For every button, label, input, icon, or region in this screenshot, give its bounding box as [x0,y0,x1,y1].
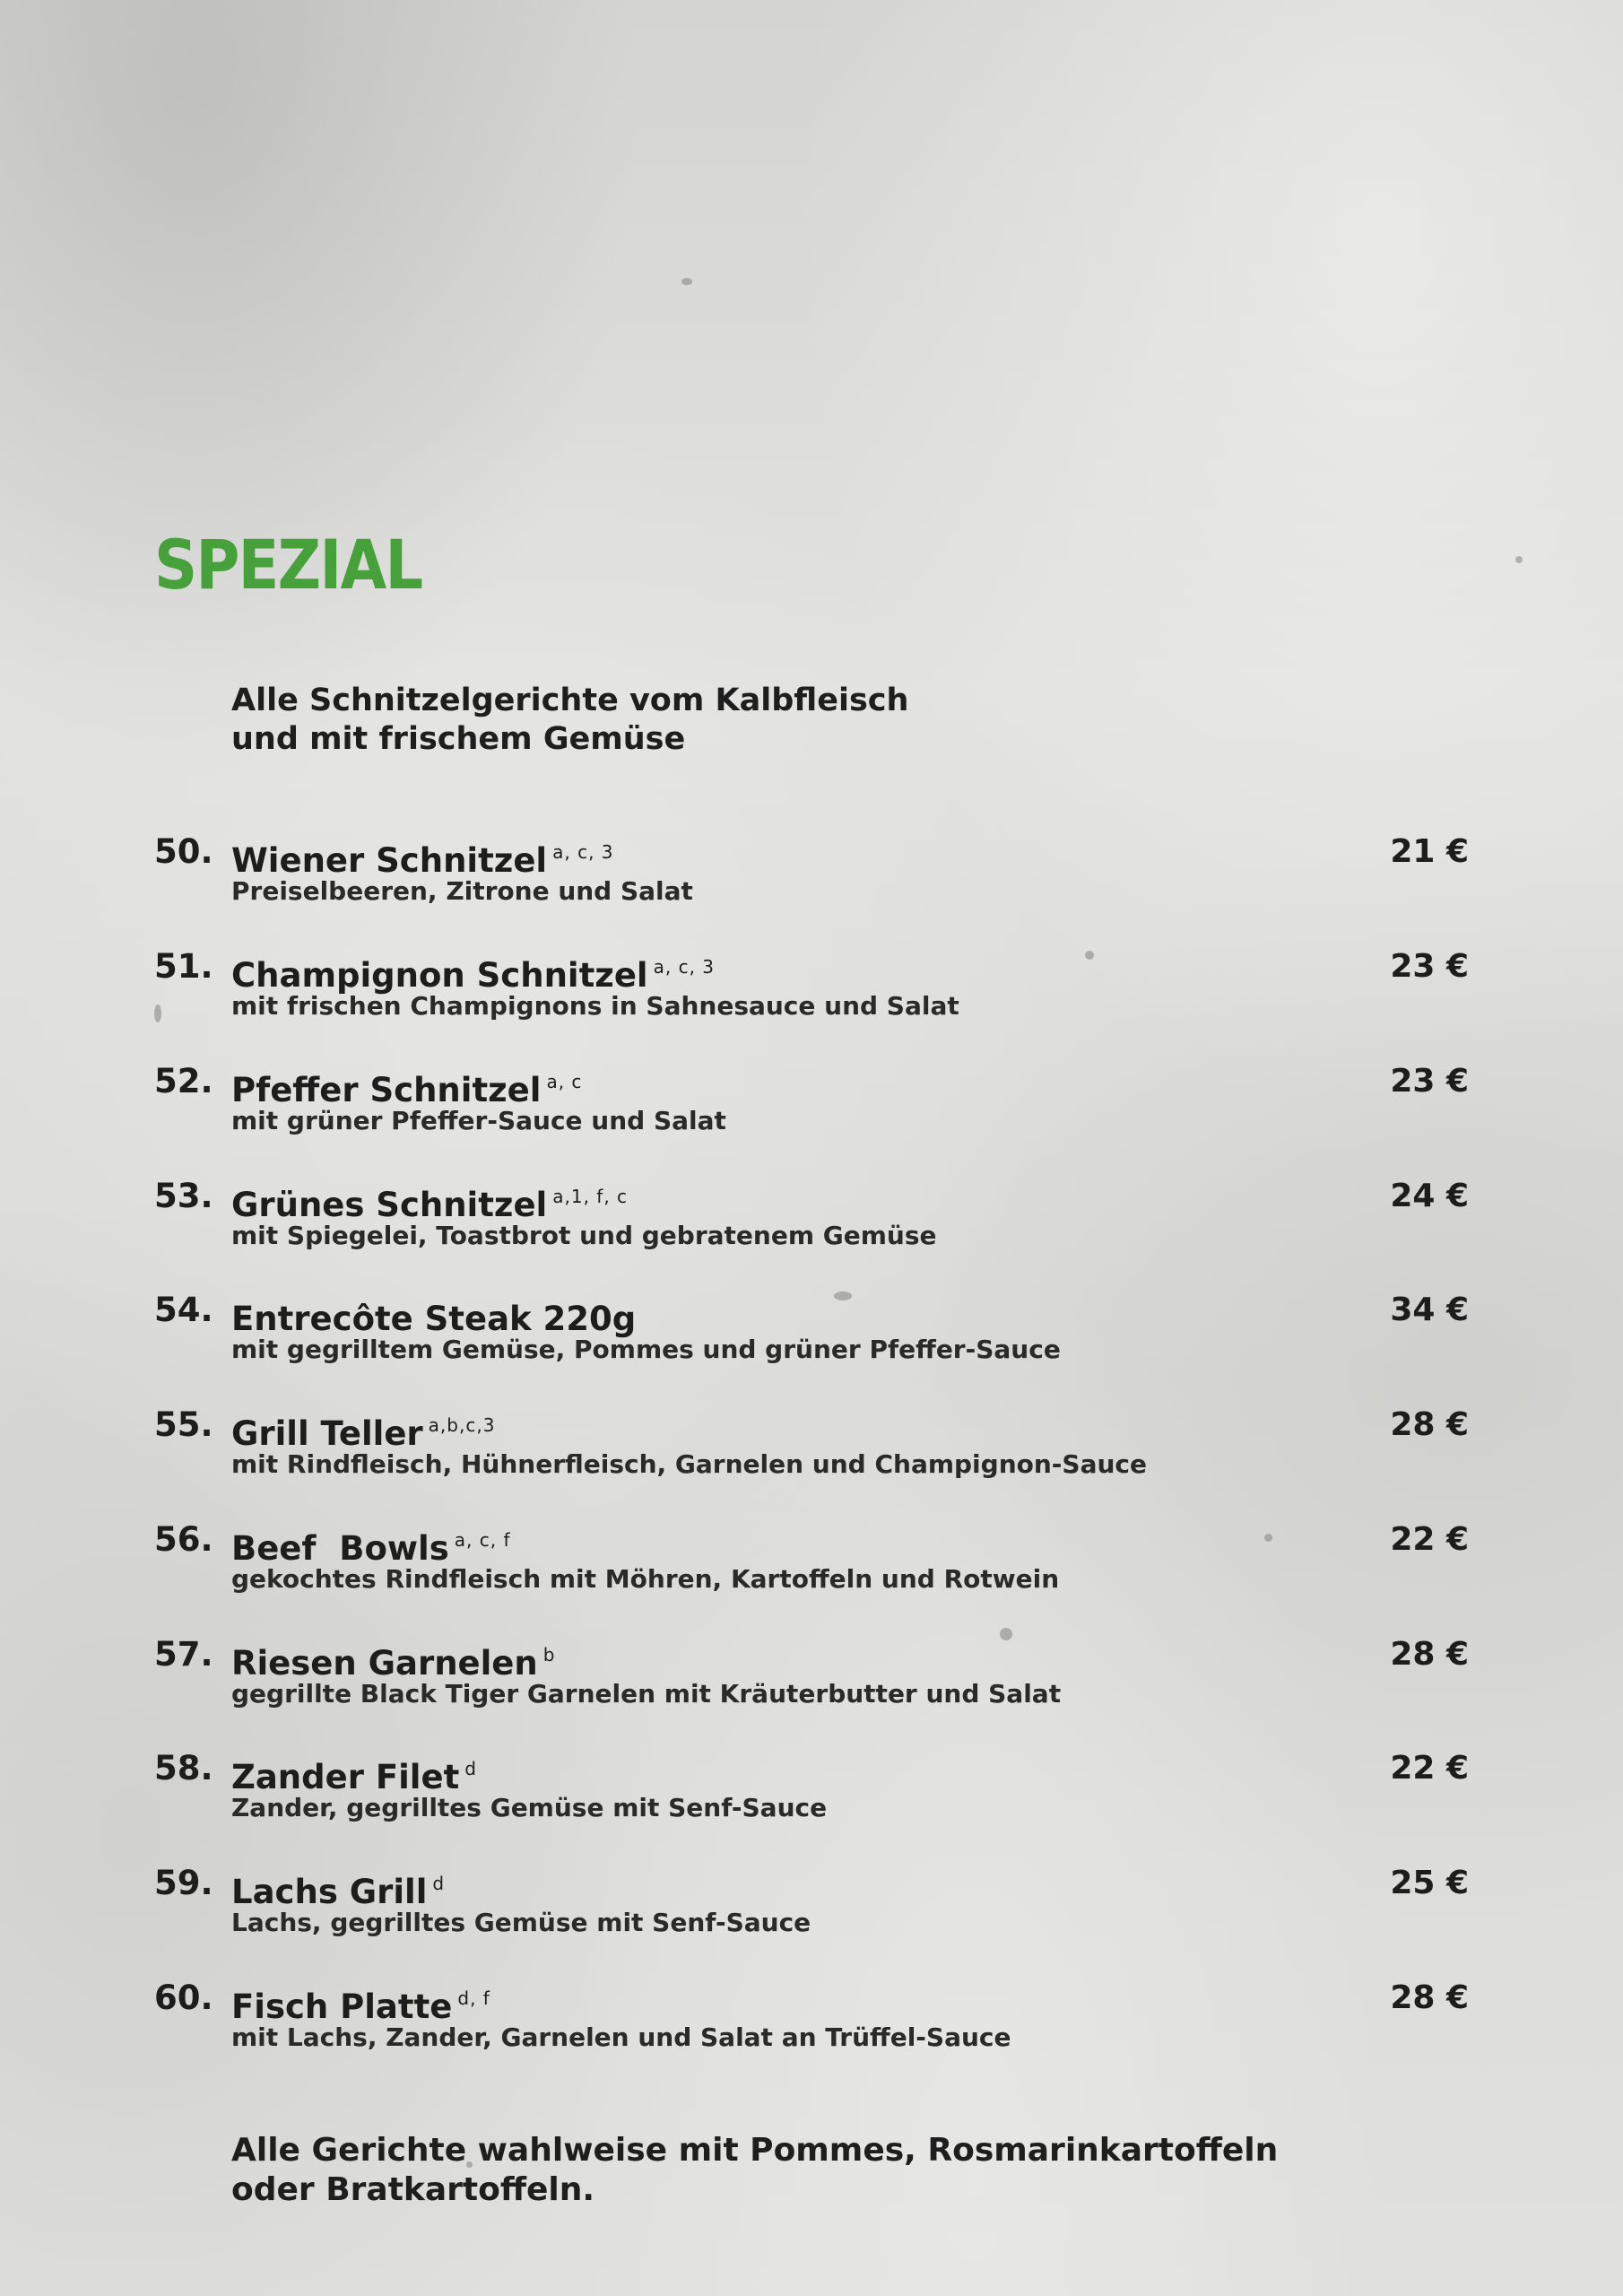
item-price: 25 € [1390,1865,1469,1901]
item-allergens: a, c, 3 [653,956,716,978]
section-title: SPEZIAL [154,525,422,604]
menu-item [0,1289,1623,1387]
item-number: 60. [154,1979,213,2017]
menu-item [0,1977,1623,2075]
item-name: Wiener Schnitzel [231,841,548,880]
item-allergens: d [464,1758,477,1779]
item-allergens: d [432,1873,446,1894]
item-name: Riesen Garnelen [231,1644,538,1683]
footer-line: Alle Gerichte wahlweise mit Pommes, Rosmarinkartoffeln [231,2132,1279,2169]
item-allergens: b [542,1644,556,1665]
item-number: 58. [154,1749,213,1787]
item-description: Lachs, gegrilltes Gemüse mit Senf-Sauce [231,1908,812,1937]
footer-line: oder Bratkartoffeln. [231,2171,595,2208]
item-name: Grünes Schnitzel [231,1186,548,1224]
item-price: 34 € [1390,1292,1469,1328]
item-price: 28 € [1390,1636,1469,1673]
menu-item [0,1518,1623,1617]
item-number: 50. [154,832,213,871]
item-price: 28 € [1390,1979,1469,2016]
item-price: 23 € [1390,948,1469,985]
item-name: Beef Bowls [231,1529,449,1568]
intro-line: Alle Schnitzelgerichte vom Kalbfleisch [231,683,909,718]
item-number: 52. [154,1062,213,1100]
item-name: Entrecôte Steak 220g [231,1300,637,1338]
item-description: Zander, gegrilltes Gemüse mit Senf-Sauce [231,1793,828,1822]
item-number: 53. [154,1177,213,1215]
item-description: mit grüner Pfeffer-Sauce und Salat [231,1106,726,1135]
intro-line: und mit frischem Gemüse [231,721,686,757]
item-name: Zander Filet [231,1758,460,1796]
item-description: gegrillte Black Tiger Garnelen mit Kräuterbutter und Salat [231,1679,1062,1709]
item-number: 57. [154,1635,213,1674]
item-price: 24 € [1390,1178,1469,1214]
menu-item [0,945,1623,1044]
item-price: 22 € [1390,1750,1469,1787]
item-number: 55. [154,1405,213,1444]
item-price: 21 € [1390,833,1469,870]
menu-item [0,1633,1623,1732]
item-allergens: a, c, f [454,1529,511,1551]
item-name: Fisch Platte [231,1987,453,2026]
item-description: mit frischen Champignons in Sahnesauce und Salat [231,991,959,1021]
item-name: Grill Teller [231,1414,423,1453]
footer-note [231,2131,1307,2210]
item-allergens: a, c, 3 [552,841,614,863]
item-description: mit Spiegelei, Toastbrot und gebratenem Gemüse [231,1221,937,1250]
item-number: 51. [154,947,213,986]
menu-item [0,1404,1623,1502]
item-description: gekochtes Rindfleisch mit Möhren, Kartoffeln und Rotwein [231,1564,1060,1594]
item-allergens: a,1, f, c [552,1186,629,1207]
item-name: Pfeffer Schnitzel [231,1071,542,1109]
menu-item [0,831,1623,929]
item-price: 22 € [1390,1521,1469,1558]
item-number: 59. [154,1864,213,1902]
item-description: Preiselbeeren, Zitrone und Salat [231,876,693,906]
item-allergens: a, c [546,1071,583,1092]
item-description: mit gegrilltem Gemüse, Pommes und grüner Pfeffer-Sauce [231,1335,1061,1364]
menu-item [0,1862,1623,1961]
item-number: 56. [154,1520,213,1559]
item-price: 28 € [1390,1406,1469,1443]
item-description: mit Lachs, Zander, Garnelen und Salat an Trüffel-Sauce [231,2022,1011,2052]
item-number: 54. [154,1291,213,1329]
item-allergens: d, f [457,1987,490,2009]
menu-item [0,1060,1623,1159]
item-name: Lachs Grill [231,1873,428,1911]
item-description: mit Rindfleisch, Hühnerfleisch, Garnelen und Champignon-Sauce [231,1449,1148,1479]
menu-item [0,1747,1623,1846]
item-price: 23 € [1390,1063,1469,1100]
item-allergens: a,b,c,3 [428,1414,496,1436]
menu-item [0,1175,1623,1274]
item-name: Champignon Schnitzel [231,956,648,995]
